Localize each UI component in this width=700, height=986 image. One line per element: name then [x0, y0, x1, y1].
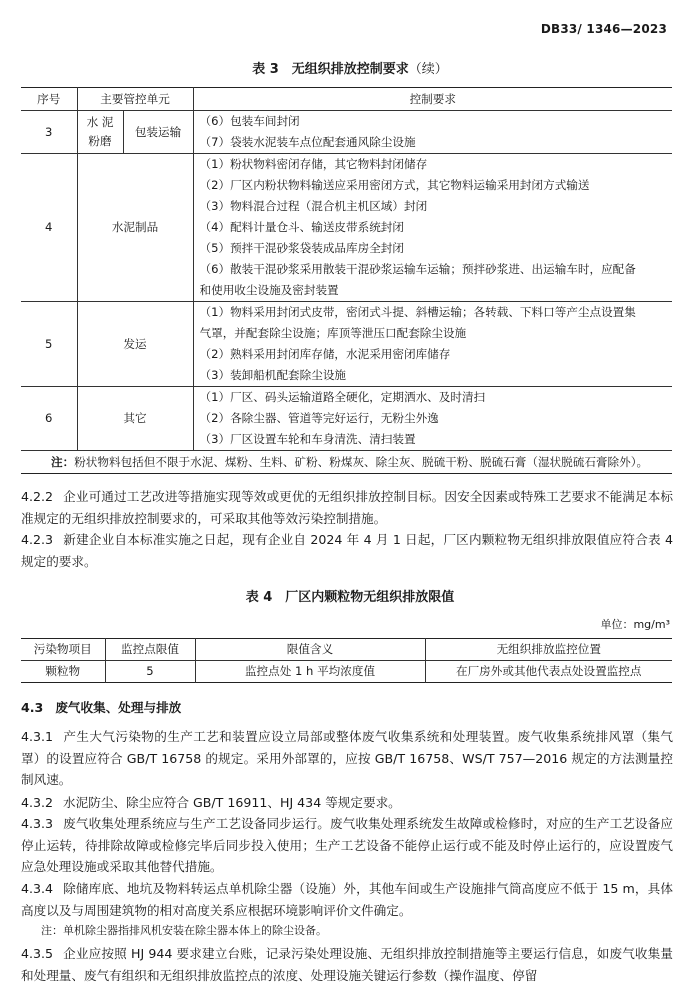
table4-header: 限值含义 [195, 639, 425, 661]
req-line: 和使用收尘设施及密封装置 [199, 283, 339, 297]
clause-text: 企业可通过工艺改进等措施实现等效或更优的无组织排放控制目标。因安全因素或特殊工艺要求不能满足本标准规定的无组织排放控制要求的，可采取其他等效污染控制措施。 [21, 489, 673, 526]
clause-number: 4.3.5 [21, 946, 54, 961]
row-unit: 其它 [77, 387, 193, 451]
req-line: （2）各除尘器、管道等完好运行，无粉尘外逸 [199, 411, 439, 425]
row-seq: 6 [21, 387, 77, 451]
req-line: 气罩，并配套除尘设施；库顶等泄压口配套除尘设施 [199, 326, 467, 340]
clause-text: 新建企业自本标准实施之日起，现有企业自 2024 年 4 月 1 日起，厂区内颗粒物无组织排放限值应符合表 4 规定的要求。 [21, 532, 673, 569]
footnote-single-dust-collector: 注：单机除尘器指排风机安装在除尘器本体上的除尘设备。 [41, 924, 327, 937]
req-line: （6）包装车间封闭 [199, 114, 300, 128]
table-row [21, 154, 672, 302]
req-line: （6）散装干混砂浆采用散装干混砂浆运输车运输；预拌砂浆进、出运输车时，应配备 [199, 262, 636, 276]
clause-number: 4.3.2 [21, 795, 54, 810]
row-reqs [193, 302, 672, 387]
table4-unit: 单位：mg/m³ [600, 618, 670, 631]
row-reqs [193, 154, 672, 302]
clause-text: 废气收集处理系统应与生产工艺设备同步运行。废气收集处理系统发生故障或检修时，对应的生产工艺设备应停止运转，待排除故障或检修完毕后同步投入使用；生产工艺设备不能停止运行或不能及时停止运行的，应设置废气应急处理设施或采取其他替代措施。 [21, 816, 673, 874]
req-line: （3）厂区设置车轮和车身清洗、清扫装置 [199, 432, 416, 446]
table4-cell: 监控点处 1 h 平均浓度值 [195, 661, 425, 683]
req-line: （3）装卸船机配套除尘设施 [199, 368, 347, 382]
table-row [21, 387, 672, 451]
table4-header: 无组织排放监控位置 [425, 639, 672, 661]
row-seq: 4 [21, 154, 77, 302]
paragraph-4-3-5 [21, 943, 673, 986]
note-text: 粉状物料包括但不限于水泥、煤粉、生料、矿粉、粉煤灰、除尘灰、脱硫干粉、脱硫石膏（湿状脱硫石膏除外）。 [74, 455, 649, 469]
table-row [21, 111, 672, 154]
row-unit-a: 水 泥 粉磨 [77, 111, 123, 154]
section-title: 废气收集、处理与排放 [55, 700, 182, 715]
req-line: （1）厂区、码头运输道路全硬化，定期洒水、及时清扫 [199, 390, 486, 404]
clause-number: 4.2.2 [21, 489, 54, 504]
clause-number: 4.3.3 [21, 816, 54, 831]
note-label: 注： [51, 455, 75, 469]
table4-header-row [21, 639, 672, 661]
table4-cell: 在厂房外或其他代表点处设置监控点 [425, 661, 672, 683]
table4-title: 表 4 厂区内颗粒物无组织排放限值 [245, 590, 455, 605]
paragraph-4-2-3 [21, 529, 673, 572]
header-req: 控制要求 [193, 88, 672, 111]
row-unit: 发运 [77, 302, 193, 387]
section-4-3-heading [21, 697, 181, 716]
paragraph-4-3-2 [21, 792, 673, 814]
req-line: （4）配料计量仓斗、输送皮带系统封闭 [199, 220, 404, 234]
section-number: 4.3 [21, 700, 44, 715]
table3-note-row [21, 451, 672, 474]
table4 [21, 638, 672, 683]
clause-text: 产生大气污染物的生产工艺和装置应设立局部或整体废气收集系统和处理装置。废气收集系统排风罩（集气罩）的设置应符合 GB/T 16758 的规定。采用外部罩的，应按 GB/T 16758、WS/T 757—2016 规定的方法测量控制风速。 [21, 729, 673, 787]
paragraph-4-3-3 [21, 813, 673, 878]
table-row [21, 302, 672, 387]
table-row [21, 661, 672, 683]
req-line: （7）袋装水泥装车点位配套通风除尘设施 [199, 135, 416, 149]
row-reqs [193, 111, 672, 154]
table4-header: 污染物项目 [21, 639, 105, 661]
row-reqs [193, 387, 672, 451]
paragraph-4-3-4 [21, 878, 673, 921]
row-seq: 3 [21, 111, 77, 154]
table3-title [0, 58, 700, 77]
clause-number: 4.3.1 [21, 729, 54, 744]
header-seq: 序号 [21, 88, 77, 111]
req-line: （2）厂区内粉状物料输送应采用密闭方式，其它物料运输采用封闭方式输送 [199, 178, 590, 192]
table3-continued: （续） [408, 62, 448, 77]
clause-text: 企业应按照 HJ 944 要求建立台账，记录污染处理设施、无组织排放控制措施等主要运行信息，如废气收集量和处理量、废气有组织和无组织排放监控点的浓度、处理设施关键运行参数（操作温度、停留 [21, 946, 673, 983]
table4-cell: 5 [105, 661, 195, 683]
clause-text: 水泥防尘、除尘应符合 GB/T 16911、HJ 434 等规定要求。 [63, 795, 401, 810]
table3 [21, 87, 672, 474]
row-seq: 5 [21, 302, 77, 387]
req-line: （2）熟料采用封闭库存储，水泥采用密闭库储存 [199, 347, 451, 361]
req-line: （1）物料采用封闭式皮带，密闭式斗提、斜槽运输；各转载、下料口等产尘点设置集 [199, 305, 636, 319]
req-line: （1）粉状物料密闭存储，其它物料封闭储存 [199, 157, 428, 171]
clause-number: 4.2.3 [21, 532, 54, 547]
header-unit: 主要管控单元 [77, 88, 193, 111]
paragraph-4-2-2 [21, 486, 673, 529]
table4-header: 监控点限值 [105, 639, 195, 661]
req-line: （3）物料混合过程（混合机主机区域）封闭 [199, 199, 428, 213]
row-unit: 水泥制品 [77, 154, 193, 302]
table3-title-text: 表 3 无组织排放控制要求 [252, 62, 409, 77]
paragraph-4-3-1 [21, 726, 673, 791]
table4-cell: 颗粒物 [21, 661, 105, 683]
req-line: （5）预拌干混砂浆袋装成品库房全封闭 [199, 241, 404, 255]
standard-code: DB33/ 1346—2023 [540, 22, 667, 36]
table3-note [21, 451, 672, 474]
clause-number: 4.3.4 [21, 881, 54, 896]
row-unit-b: 包装运输 [123, 111, 193, 154]
table3-header-row [21, 88, 672, 111]
clause-text: 除储库底、地坑及物料转运点单机除尘器（设施）外，其他车间或生产设施排气筒高度应不低于 15 m，具体高度以及与周围建筑物的相对高度关系应根据环境影响评价文件确定。 [21, 881, 673, 918]
